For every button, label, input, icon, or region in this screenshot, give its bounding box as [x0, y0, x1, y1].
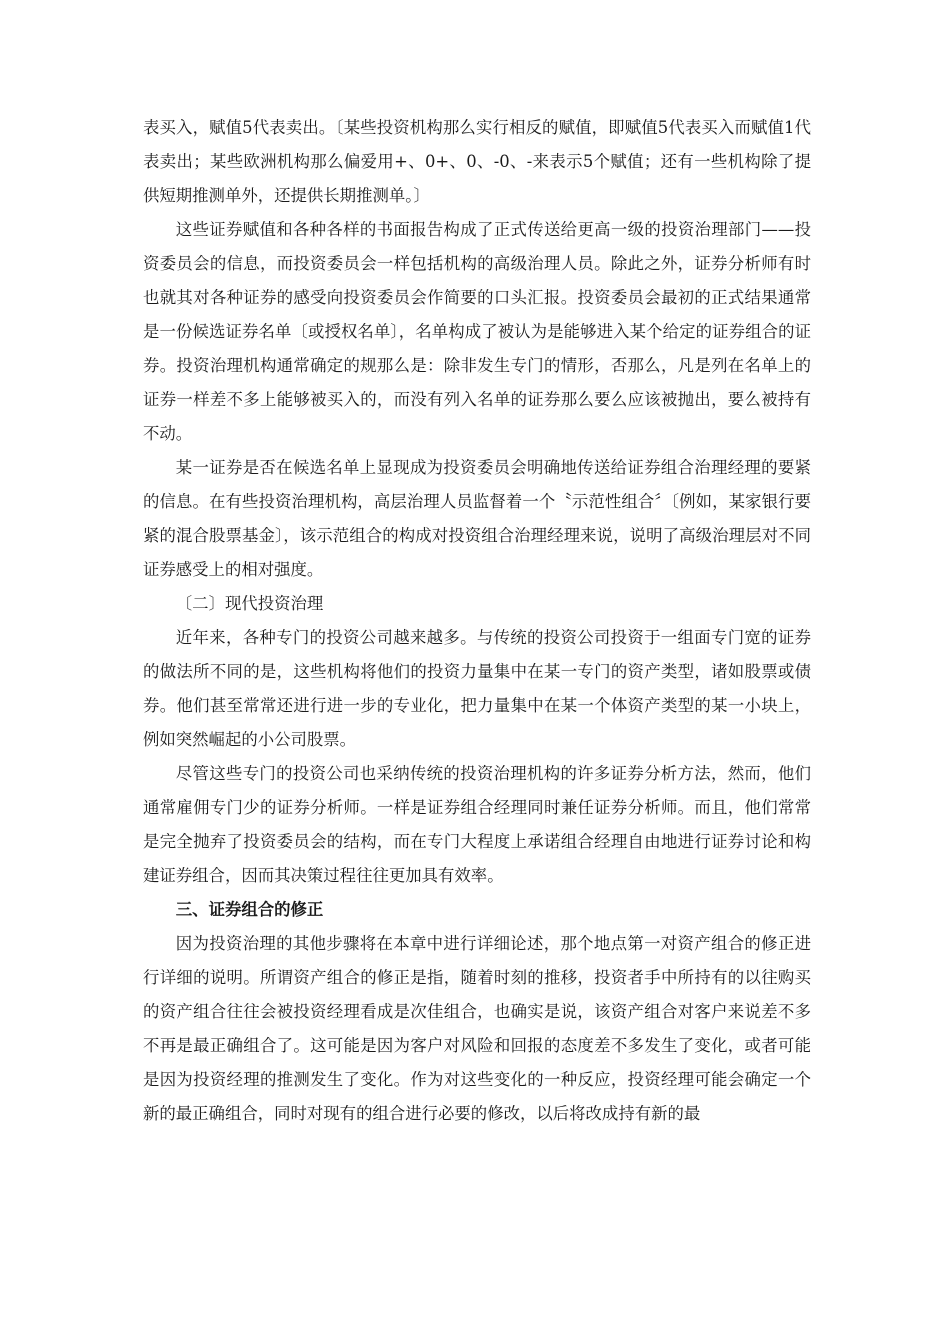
paragraph-specialized-firms: 近年来，各种专门的投资公司越来越多。与传统的投资公司投资于一组面专门宽的证券的做法所不同的是，这些机构将他们的投资力量集中在某一专门的资产类型，诸如股票或债券。他们甚至常常还进行进一步的专业化，把力量集中在某一个体资产类型的某一小块上，例如突然崛起的小公司股票。: [143, 628, 811, 749]
section-heading: 三、证券组合的修正: [175, 900, 324, 919]
subsection-heading: 〔二〕现代投资治理: [175, 594, 324, 613]
paragraph-candidate-list: 某一证券是否在候选名单上显现成为投资委员会明确地传送给证券组合治理经理的要紧的信息。在有些投资治理机构，高层治理人员监督着一个〝示范性组合〞〔例如，某家银行要紧的混合股票基金〕，该示范组合的构成对投资组合治理经理来说，说明了高级治理层对不同证券感受上的相对强度。: [143, 458, 811, 579]
paragraph-securities-rating: 这些证券赋值和各种各样的书面报告构成了正式传送给更高一级的投资治理部门——投资委员会的信息，而投资委员会一样包括机构的高级治理人员。除此之外，证券分析师有时也就其对各种证券的感受向投资委员会作简要的口头汇报。投资委员会最初的正式结果通常是一份候选证券名单〔或授权名单〕，名单构成了被认为是能够进入某个给定的证券组合的证券。投资治理机构通常确定的规那么是：除非发生专门的情形，否那么，凡是列在名单上的证券一样差不多上能够被买入的，而没有列入名单的证券那么要么应该被抛出，要么被持有不动。: [143, 220, 811, 443]
paragraph-portfolio-revision: 因为投资治理的其他步骤将在本章中进行详细论述，那个地点第一对资产组合的修正进行详细的说明。所谓资产组合的修正是指，随着时刻的推移，投资者手中所持有的以往购买的资产组合往往会被投资经理看成是次佳组合，也确实是说，该资产组合对客户来说差不多不再是最正确组合了。这可能是因为客户对风险和回报的态度差不多发生了变化，或者可能是因为投资经理的推测发生了变化。作为对这些变化的一种反应，投资经理可能会确定一个新的最正确组合，同时对现有的组合进行必要的修改，以后将改成持有新的最: [143, 934, 811, 1123]
paragraph-specialized-methods: 尽管这些专门的投资公司也采纳传统的投资治理机构的许多证券分析方法，然而，他们通常雇佣专门少的证券分析师。一样是证券组合经理同时兼任证券分析师。而且，他们常常是完全抛弃了投资委员会的结构，而在专门大程度上承诺组合经理自由地进行证券讨论和构建证券组合，因而其决策过程往往更加具有效率。: [143, 764, 811, 885]
document-body: [143, 111, 811, 1131]
paragraph-continuation: 表买入，赋值5代表卖出。〔某些投资机构那么实行相反的赋值，即赋值5代表买入而赋值1代表卖出；某些欧洲机构那么偏爱用+、0+、0、-0、-来表示5个赋值；还有一些机构除了提供短期推测单外，还提供长期推测单。〕: [143, 118, 811, 205]
